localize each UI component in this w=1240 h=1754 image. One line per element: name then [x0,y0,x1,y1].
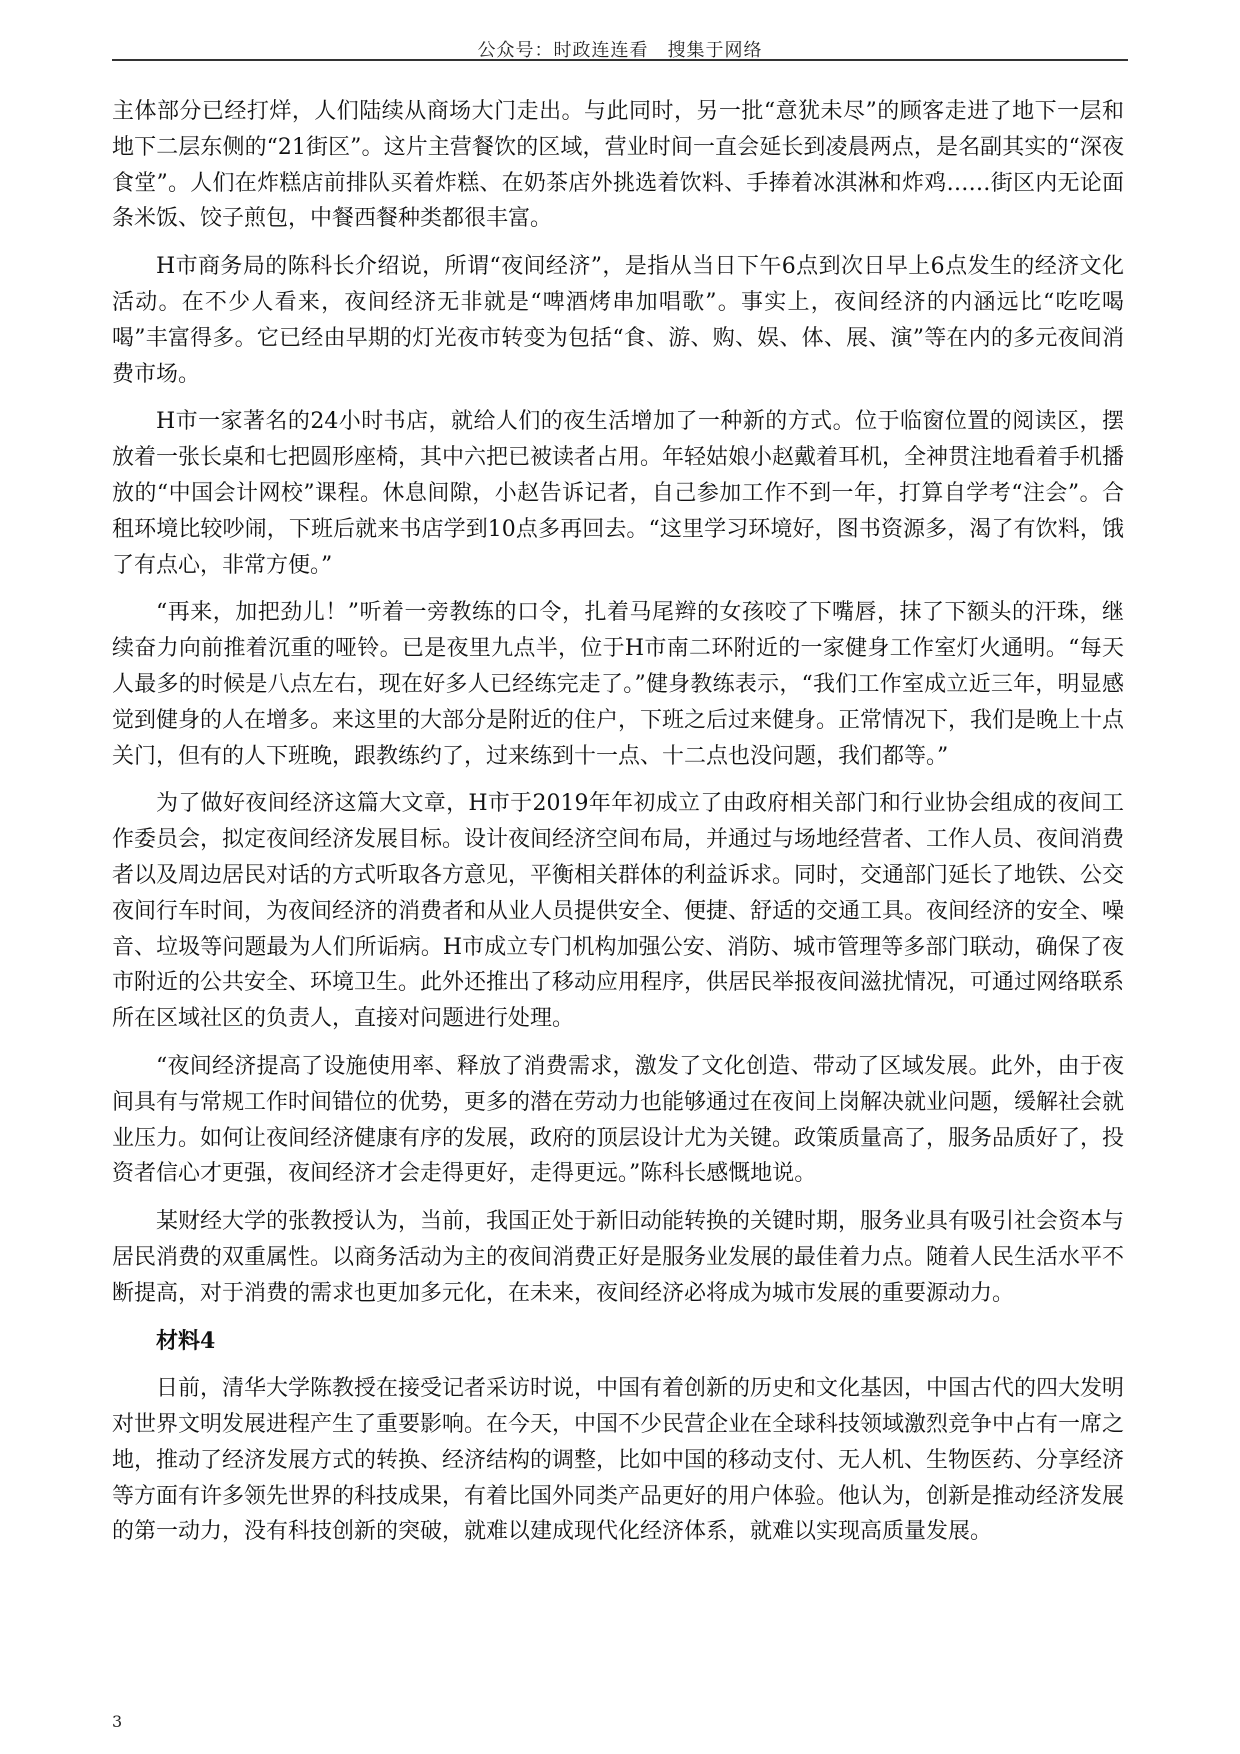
paragraph-3: H市一家著名的24小时书店，就给人们的夜生活增加了一种新的方式。位于临窗位置的阅读区，摆放着一张长桌和七把圆形座椅，其中六把已被读者占用。年轻姑娘小赵戴着耳机，全神贯注地看着手机播放的“中国会计网校”课程。休息间隙，小赵告诉记者，自己参加工作不到一年，打算自学考“注会”。合租环境比较吵闹，下班后就来书店学到10点多再回去。“这里学习环境好，图书资源多，渴了有饮料，饿了有点心，非常方便。” [112,409,1125,578]
header-divider [112,59,1128,61]
paragraph-7: 某财经大学的张教授认为，当前，我国正处于新旧动能转换的关键时期，服务业具有吸引社会资本与居民消费的双重属性。以商务活动为主的夜间消费正好是服务业发展的最佳着力点。随着人民生活水平不断提高，对于消费的需求也更加多元化，在未来，夜间经济必将成为城市发展的重要源动力。 [112,1209,1125,1306]
page-number: 3 [112,1712,123,1731]
paragraph-1: 主体部分已经打烊，人们陆续从商场大门走出。与此同时，另一批“意犹未尽”的顾客走进了地下一层和地下二层东侧的“21街区”。这片主营餐饮的区域，营业时间一直会延长到凌晨两点，是名副其实的“深夜食堂”。人们在炸糕店前排队买着炸糕、在奶茶店外挑选着饮料、手捧着冰淇淋和炸鸡……街区内无论面条米饭、饺子煎包，中餐西餐种类都很丰富。 [112,99,1124,232]
document-body [112,94,1124,1562]
paragraph-8: 日前，清华大学陈教授在接受记者采访时说，中国有着创新的历史和文化基因，中国古代的四大发明对世界文明发展进程产生了重要影响。在今天，中国不少民营企业在全球科技领域激烈竞争中占有一席之地，推动了经济发展方式的转换、经济结构的调整，比如中国的移动支付、无人机、生物医药、分享经济等方面有许多领先世界的科技成果，有着比国外同类产品更好的用户体验。他认为，创新是推动经济发展的第一动力，没有科技创新的突破，就难以建成现代化经济体系，就难以实现高质量发展。 [112,1376,1125,1545]
paragraph-6: “夜间经济提高了设施使用率、释放了消费需求，激发了文化创造、带动了区域发展。此外，由于夜间具有与常规工作时间错位的优势，更多的潜在劳动力也能够通过在夜间上岗解决就业问题，缓解社会就业压力。如何让夜间经济健康有序的发展，政府的顶层设计尤为关键。政策质量高了，服务品质好了，投资者信心才更强，夜间经济才会走得更好，走得更远。”陈科长感慨地说。 [112,1053,1125,1187]
paragraph-2: H市商务局的陈科长介绍说，所谓“夜间经济”，是指从当日下午6点到次日早上6点发生的经济文化活动。在不少人看来，夜间经济无非就是“啤酒烤串加唱歌”。事实上，夜间经济的内涵远比“吃吃喝喝”丰富得多。它已经由早期的灯光夜市转变为包括“食、游、购、娱、体、展、演”等在内的多元夜间消费市场。 [112,254,1124,387]
page-header: 公众号：时政连连看 搜集于网络 [477,40,763,61]
section-heading: 材料4 [156,1327,216,1354]
paragraph-5: 为了做好夜间经济这篇大文章，H市于2019年年初成立了由政府相关部门和行业协会组成的夜间工作委员会，拟定夜间经济发展目标。设计夜间经济空间布局，并通过与场地经营者、工作人员、夜间消费者以及周边居民对话的方式听取各方意见，平衡相关群体的利益诉求。同时，交通部门延长了地铁、公交夜间行车时间，为夜间经济的消费者和从业人员提供安全、便捷、舒适的交通工具。夜间经济的安全、噪音、垃圾等问题最为人们所诟病。H市成立专门机构加强公安、消防、城市管理等多部门联动，确保了夜市附近的公共安全、环境卫生。此外还推出了移动应用程序，供居民举报夜间滋扰情况，可通过网络联系所在区域社区的负责人，直接对问题进行处理。 [112,791,1125,1032]
paragraph-4: “再来，加把劲儿！”听着一旁教练的口令，扎着马尾辫的女孩咬了下嘴唇，抹了下额头的汗珠，继续奋力向前推着沉重的哑铃。已是夜里九点半，位于H市南二环附近的一家健身工作室灯火通明。“每天人最多的时候是八点左右，现在好多人已经练完走了。”健身教练表示，“我们工作室成立近三年，明显感觉到健身的人在增多。来这里的大部分是附近的住户，下班之后过来健身。正常情况下，我们是晚上十点关门，但有的人下班晚，跟教练约了，过来练到十一点、十二点也没问题，我们都等。” [112,600,1125,769]
